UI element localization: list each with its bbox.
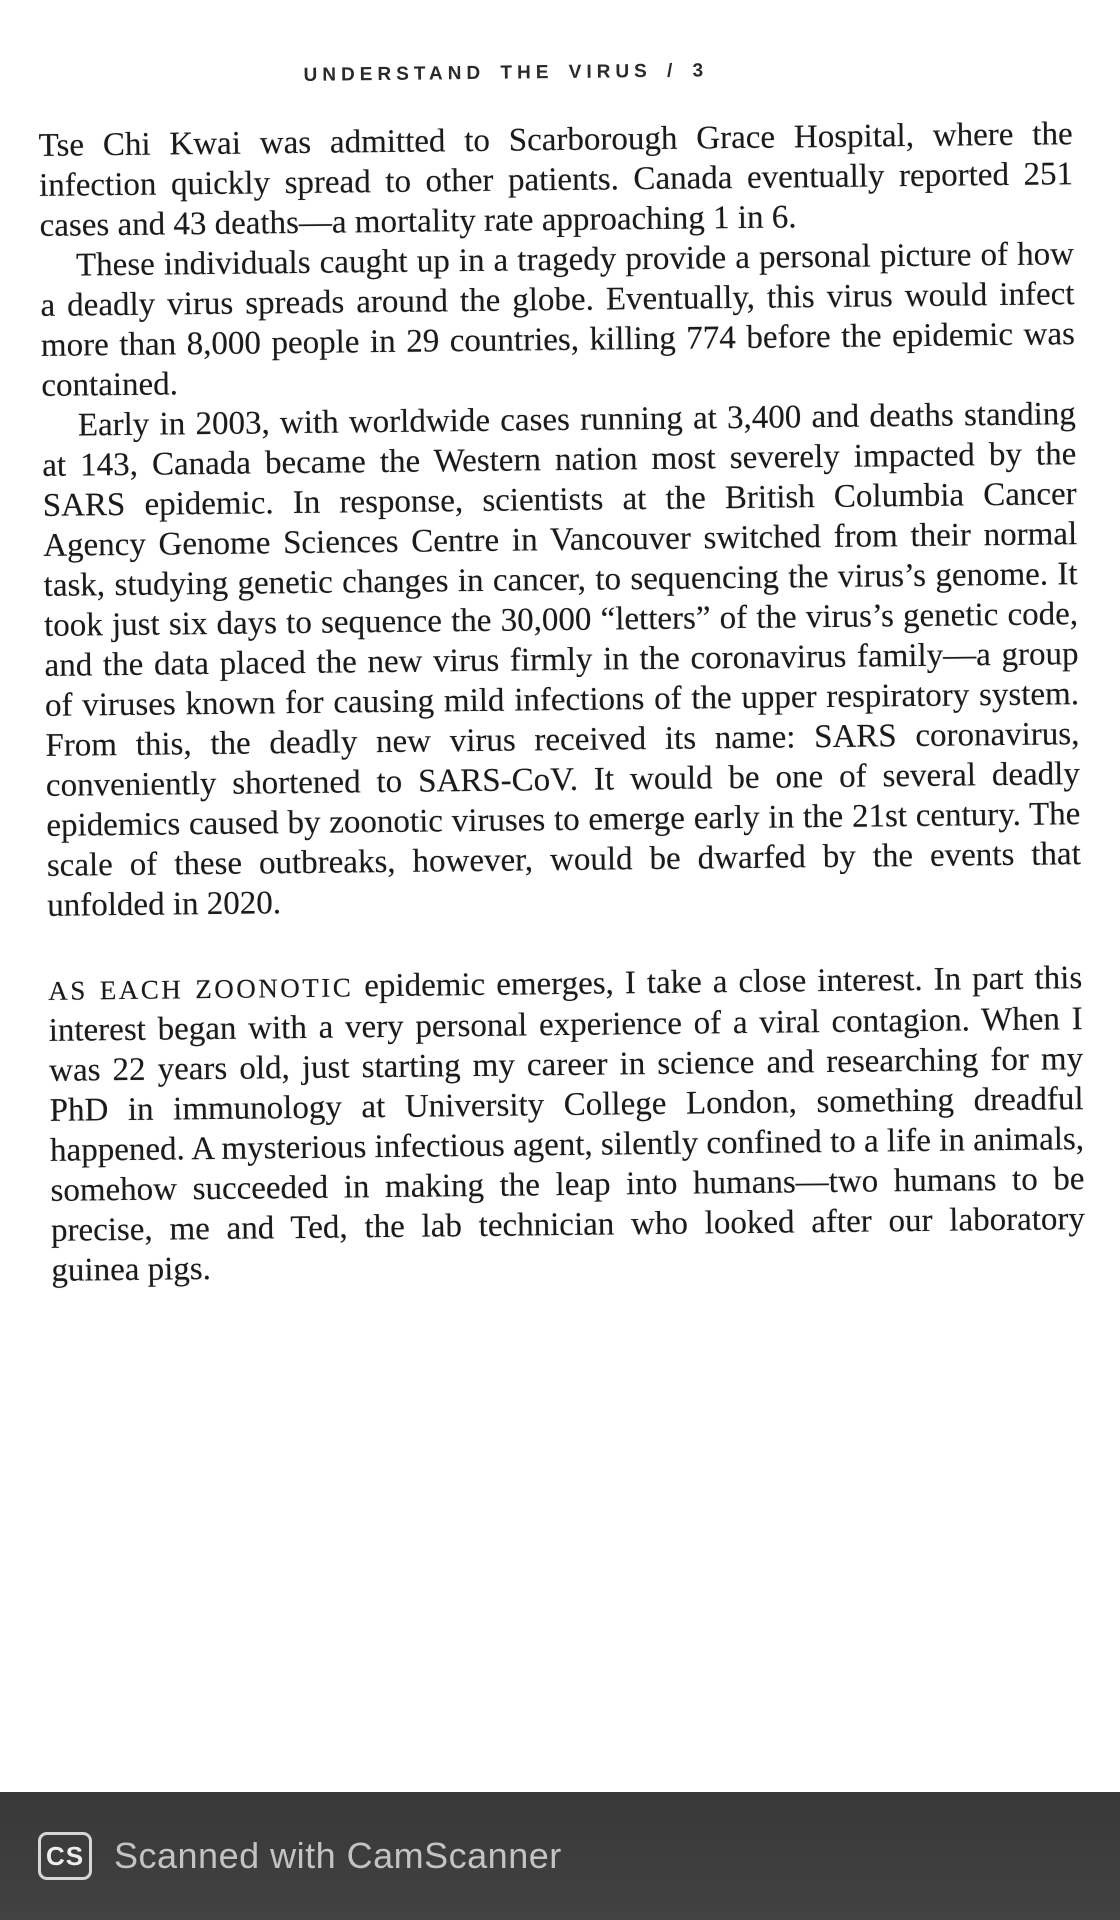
camscanner-caption: Scanned with CamScanner [114,1835,562,1876]
camscanner-logo-icon [38,1832,92,1880]
camscanner-footer [0,1792,1120,1920]
body-text [38,114,1085,1291]
paragraph: Tse Chi Kwai was admitted to Scarborough Grace Hospital, where the infection quickly spread to other patients. Canada eventually reported 251 cases and 43 deaths—a mortality rate approaching 1 in 6. [38,116,1074,244]
section-lead: AS EACH ZOONOTIC [48,972,354,1006]
camscanner-logo-text: CS [45,1840,85,1871]
running-header: UNDERSTAND THE VIRUS / 3 [303,60,709,86]
section-text: epidemic emerges, I take a close interest. In part this interest began with a very personal experience of a viral contagion. When I was 22 years old, just starting my career in science and researching for my PhD in immunology at University College London, something dreadful happened. A mysterious infectious agent, silently confined to a life in animals, somehow succeeded in making the leap into humans—two humans to be precise, me and Ted, the lab technician who looked after our laboratory guinea pigs. [48,960,1086,1289]
paragraph [48,958,1086,1291]
paragraph: These individuals caught up in a tragedy provide a personal picture of how a deadly virus spreads around the globe. Eventually, this virus would infect more than 8,000 people in 29 countries, killing 774 before the epidemic was contained. [40,236,1076,404]
paragraph: Early in 2003, with worldwide cases running at 3,400 and deaths standing at 143, Canada became the Western nation most severely impacted by the SARS epidemic. In response, scientists at the British Columbia Cancer Agency Genome Sciences Centre in Vancouver switched from their normal task, studying genetic changes in cancer, to sequencing the virus’s genome. It took just six days to sequence the 30,000 “letters” of the virus’s genetic code, and the data placed the new virus firmly in the coronavirus family—a group of viruses known for causing mild infections of the upper respiratory system. From this, the deadly new virus received its name: SARS coronavirus, conveniently shortened to SARS-CoV. It would be one of several deadly epidemics caused by zoonotic viruses to emerge early in the 21st century. The scale of these outbreaks, however, would be dwarfed by the events that unfolded in 2020. [42,396,1081,924]
